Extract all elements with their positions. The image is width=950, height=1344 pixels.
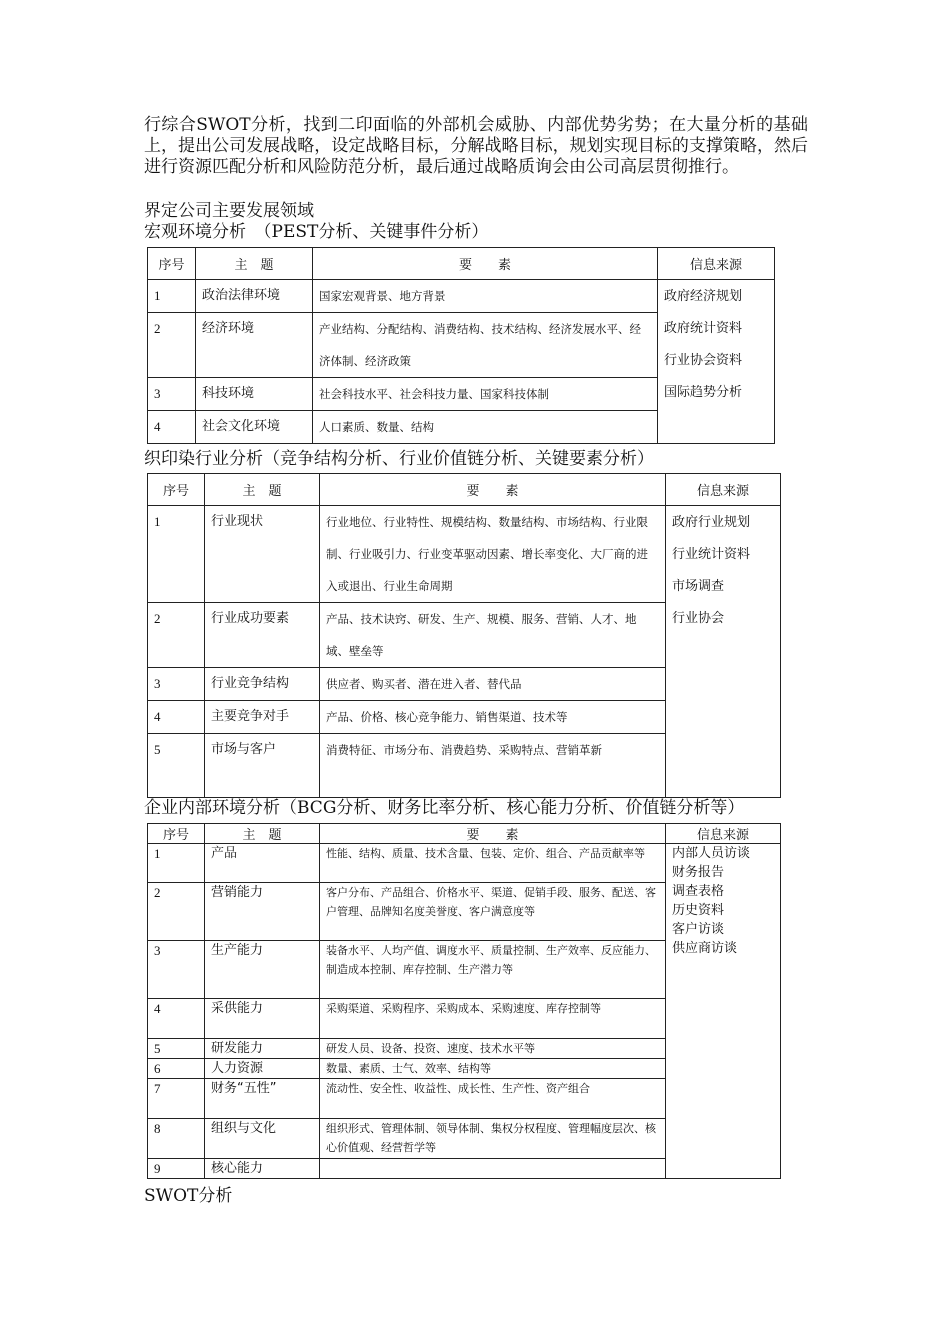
row-elements: 产业结构、分配结构、消费结构、技术结构、经济发展水平、经济体制、经济政策 <box>313 313 658 378</box>
source-item: 国际趋势分析 <box>664 385 743 400</box>
row-no: 2 <box>148 883 205 941</box>
row-topic: 人力资源 <box>205 1059 320 1079</box>
row-topic: 营销能力 <box>205 883 320 941</box>
row-elements: 国家宏观背景、地方背景 <box>313 280 658 313</box>
heading-internal: 企业内部环境分析（BCG分析、财务比率分析、核心能力分析、价值链分析等） <box>144 798 745 818</box>
table-header-row <box>148 824 781 844</box>
source-cell <box>658 280 775 444</box>
source-item: 行业协会资料 <box>664 353 743 368</box>
header-topic: 主 题 <box>196 248 313 280</box>
row-elements: 采购渠道、采购程序、采购成本、采购速度、库存控制等 <box>320 999 666 1039</box>
row-topic: 科技环境 <box>196 378 313 411</box>
row-no: 4 <box>148 411 196 444</box>
macro-table <box>147 247 775 444</box>
header-elements: 要 素 <box>320 824 666 844</box>
row-no: 5 <box>148 1039 205 1059</box>
row-no: 5 <box>148 734 205 798</box>
source-item: 财务报告 <box>672 865 725 880</box>
header-elements: 要 素 <box>313 248 658 280</box>
header-no: 序号 <box>148 824 205 844</box>
row-elements: 性能、结构、质量、技术含量、包装、定价、组合、产品贡献率等 <box>320 844 666 883</box>
row-topic: 生产能力 <box>205 941 320 999</box>
row-elements: 产品、技术诀窍、研发、生产、规模、服务、营销、人才、地域、壁垒等 <box>320 603 666 668</box>
heading-industry: 织印染行业分析（竞争结构分析、行业价值链分析、关键要素分析） <box>144 449 654 469</box>
row-topic: 主要竞争对手 <box>205 701 320 734</box>
source-item: 市场调查 <box>672 579 725 594</box>
row-no: 3 <box>148 941 205 999</box>
source-item: 政府统计资料 <box>664 321 743 336</box>
row-elements: 行业地位、行业特性、规模结构、数量结构、市场结构、行业限制、行业吸引力、行业变革驱动因素、增长率变化、大厂商的进入或退出、行业生命周期 <box>320 506 666 603</box>
intro-paragraph: 行综合SWOT分析，找到二印面临的外部机会威胁、内部优势劣势；在大量分析的基础上，提出公司发展战略，设定战略目标，分解战略目标，规划实现目标的支撑策略，然后进行资源匹配分析和风险防范分析，最后通过战略质询会由公司高层贯彻推行。 <box>144 115 808 177</box>
row-topic: 产品 <box>205 844 320 883</box>
row-elements: 组织形式、管理体制、领导体制、集权分权程度、管理幅度层次、核心价值观、经营哲学等 <box>320 1119 666 1159</box>
row-topic: 经济环境 <box>196 313 313 378</box>
row-elements: 客户分布、产品组合、价格水平、渠道、促销手段、服务、配送、客户管理、品牌知名度美誉度、客户满意度等 <box>320 883 666 941</box>
source-item: 客户访谈 <box>672 922 725 937</box>
source-item: 政府行业规划 <box>672 515 751 530</box>
header-no: 序号 <box>148 474 205 506</box>
row-topic: 政治法律环境 <box>196 280 313 313</box>
row-no: 1 <box>148 506 205 603</box>
row-no: 7 <box>148 1079 205 1119</box>
source-item: 行业协会 <box>672 611 725 626</box>
row-no: 1 <box>148 844 205 883</box>
table-row <box>148 506 781 603</box>
row-elements: 消费特征、市场分布、消费趋势、采购特点、营销革新 <box>320 734 666 798</box>
row-elements: 人口素质、数量、结构 <box>313 411 658 444</box>
row-elements <box>320 1159 666 1179</box>
row-no: 6 <box>148 1059 205 1079</box>
row-topic: 市场与客户 <box>205 734 320 798</box>
source-item: 内部人员访谈 <box>672 846 751 861</box>
row-elements: 流动性、安全性、收益性、成长性、生产性、资产组合 <box>320 1079 666 1119</box>
row-no: 3 <box>148 668 205 701</box>
heading-scope: 界定公司主要发展领域 <box>144 201 314 221</box>
industry-table <box>147 473 781 798</box>
row-elements: 社会科技水平、社会科技力量、国家科技体制 <box>313 378 658 411</box>
heading-swot: SWOT分析 <box>144 1186 233 1206</box>
table-header-row <box>148 474 781 506</box>
source-item: 行业统计资料 <box>672 547 751 562</box>
row-topic: 研发能力 <box>205 1039 320 1059</box>
row-no: 3 <box>148 378 196 411</box>
heading-macro: 宏观环境分析 （PEST分析、关键事件分析） <box>144 222 489 242</box>
row-elements: 产品、价格、核心竞争能力、销售渠道、技术等 <box>320 701 666 734</box>
source-cell <box>666 506 781 798</box>
row-topic: 采供能力 <box>205 999 320 1039</box>
source-item: 政府经济规划 <box>664 289 743 304</box>
row-no: 1 <box>148 280 196 313</box>
row-elements: 研发人员、设备、投资、速度、技术水平等 <box>320 1039 666 1059</box>
row-no: 9 <box>148 1159 205 1179</box>
row-topic: 核心能力 <box>205 1159 320 1179</box>
row-no: 4 <box>148 701 205 734</box>
table-row <box>148 844 781 883</box>
table-header-row <box>148 248 775 280</box>
row-topic: 行业竞争结构 <box>205 668 320 701</box>
row-no: 2 <box>148 313 196 378</box>
row-elements: 数量、素质、士气、效率、结构等 <box>320 1059 666 1079</box>
source-item: 调查表格 <box>672 884 725 899</box>
row-topic: 组织与文化 <box>205 1119 320 1159</box>
header-elements: 要 素 <box>320 474 666 506</box>
row-topic: 行业现状 <box>205 506 320 603</box>
row-elements: 供应者、购买者、潜在进入者、替代品 <box>320 668 666 701</box>
row-elements: 装备水平、人均产值、调度水平、质量控制、生产效率、反应能力、制造成本控制、库存控制、生产潜力等 <box>320 941 666 999</box>
header-topic: 主 题 <box>205 474 320 506</box>
row-topic: 行业成功要素 <box>205 603 320 668</box>
row-topic: 社会文化环境 <box>196 411 313 444</box>
row-no: 2 <box>148 603 205 668</box>
table-row <box>148 280 775 313</box>
row-topic: 财务“五性” <box>205 1079 320 1119</box>
header-no: 序号 <box>148 248 196 280</box>
header-topic: 主 题 <box>205 824 320 844</box>
row-no: 8 <box>148 1119 205 1159</box>
header-source: 信息来源 <box>666 474 781 506</box>
row-no: 4 <box>148 999 205 1039</box>
source-item: 历史资料 <box>672 903 725 918</box>
source-cell <box>666 844 781 1179</box>
source-item: 供应商访谈 <box>672 941 738 956</box>
internal-table <box>147 823 781 1179</box>
header-source: 信息来源 <box>658 248 775 280</box>
header-source: 信息来源 <box>666 824 781 844</box>
